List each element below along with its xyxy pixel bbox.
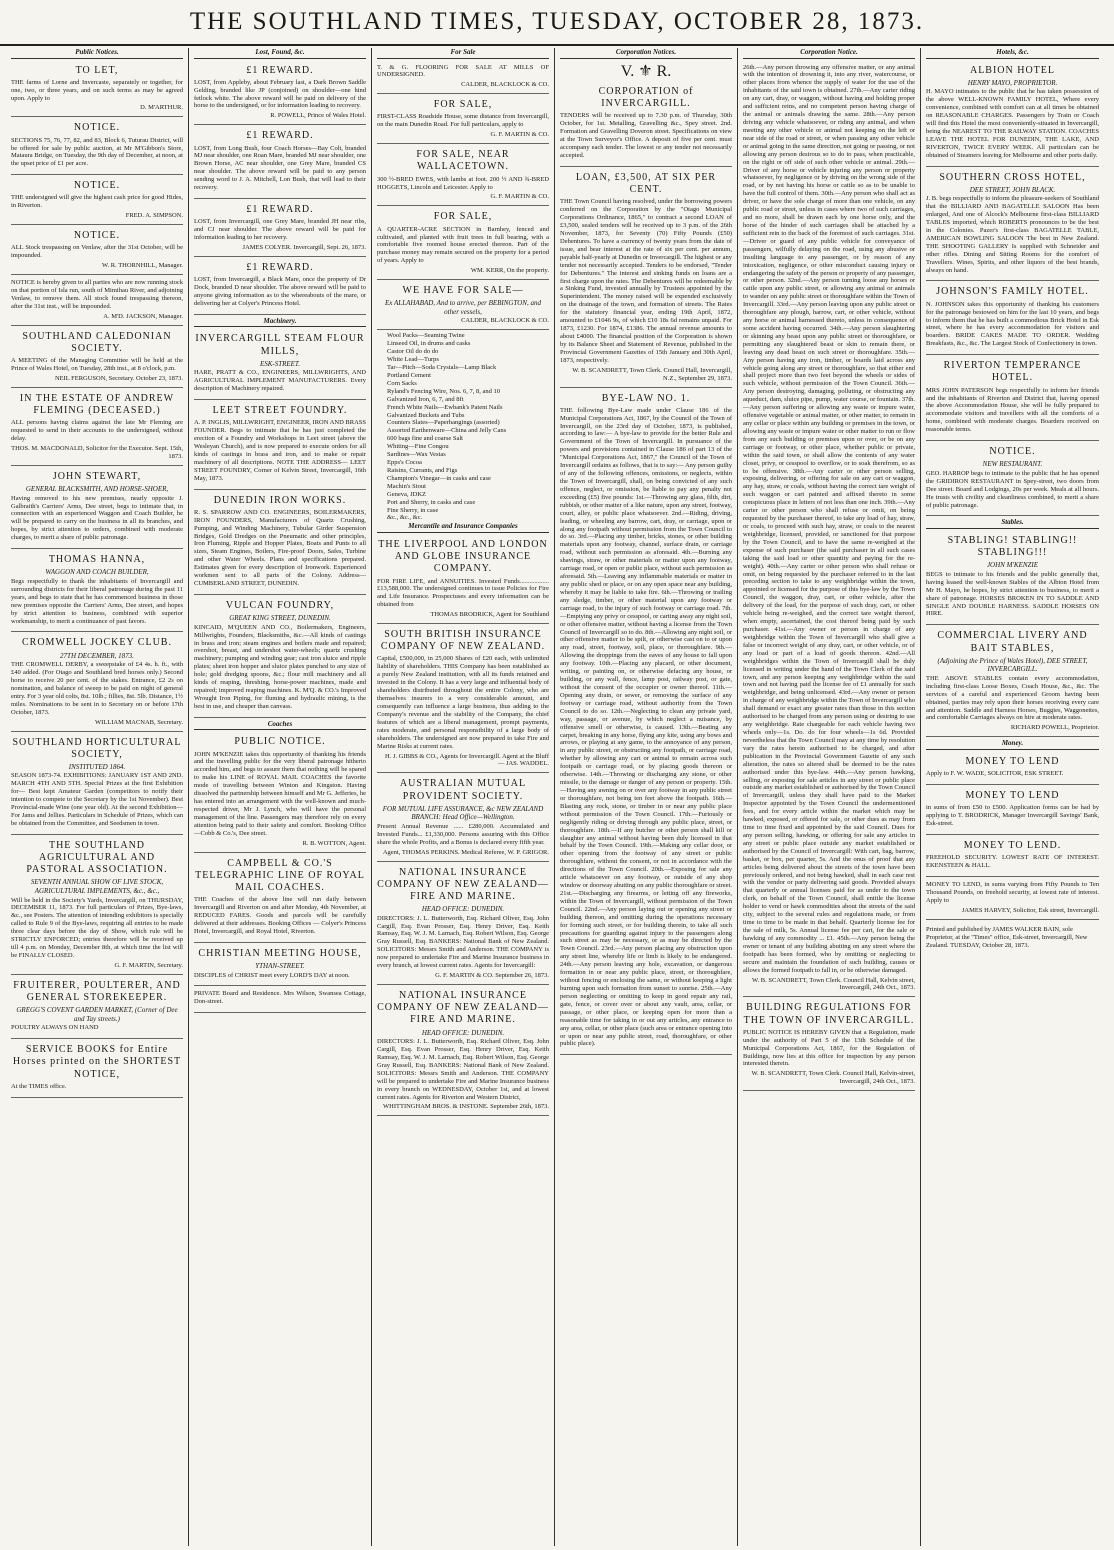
advertisement	[194, 733, 366, 852]
ad-signature: D. M'ARTHUR.	[140, 104, 183, 112]
column-hotels	[921, 48, 1104, 1546]
column-public-notices	[6, 48, 189, 1546]
ad-title: NOTICE.	[73, 122, 121, 134]
column-lost-found	[189, 48, 372, 1546]
ad-body: NOTICE is hereby given to all parties who are now running stock on that portion of Isla run, south of Mimihau River, and adjoining Venlaw, to remove them. All stock found trespassing thereon, after the 31st inst., will be impounded.	[11, 279, 183, 310]
ad-title: WE HAVE FOR SALE—	[402, 285, 524, 297]
ad-body: THE Town Council having resolved, under the borrowing powers conferred on the Corporation by the "Otago Municipal Corporations Ordinance, 1865," to contract a second LOAN of £3,500, sealed tenders will be received up to 3 p.m. of the 26th November, 1873, for Seventy (70) Fifty Pounds (£50) Debentures. To have a currency of twenty years from the date of issue, and bear interest at the rate of six per cent. per annum, payable half-yearly at Dunedin or Invercargill. The highest or any tender not necessarily accepted. Tenders to be endorsed, "Tender for Debentures." The interest and sinking funds on loans are a first charge upon the rates. The Debentures will be redeemable by a Sinking Fund, invested annually by Trustees appointed by the Superintendent. The money raised will be expended exclusively on the drainage of the town, and formation of streets. The Rates for the statutory financial year, ending 19th April, 1872, amounted to £1046 9s, of which £10 18s 6d remains unpaid. For 1873, £1230. For 1874, £1386. The annual revenue amounts to about £4000. The financial position of the Corporation is shown by its Balance Sheet and Statement of Revenue, published in the Provincial Government Gazettes of 15th January and 30th April, 1873, respectively.	[560, 198, 732, 364]
ad-body: THE Coaches of the above line will run daily between Invercargill and Riverton on and after Monday, 4th November, at REDUCED FARES. Goods and parcels will be carefully delivered at their addresses. Booking Offices — Colyer's Princess Hotel, Invercargill, and Royal Hotel, Riverton.	[194, 896, 366, 935]
ad-subtitle: YTHAN-STREET.	[255, 961, 305, 970]
advertisement	[377, 208, 549, 280]
ad-subtitle: Ex ALLAHABAD, And to arrive, per BEBINGTON, and other vessels,	[385, 299, 541, 316]
advertisement	[377, 775, 549, 861]
advertisement	[11, 119, 183, 175]
ad-signature: W. B. SCANDRETT, Town Clerk. Council Hall, Invercargill, N.Z., September 29, 1873.	[572, 366, 732, 382]
ad-body: Having removed to his new premises, nearly opposite J. Galbraith's Carriers' Arms, Dee street, begs to intimate that, in connection with an experienced Waggon and Coach Builder, he will be prepared to carry on the business in all its branches, and hopes, by strict attention to orders, combined with moderate charges, to merit a share of public patronage.	[11, 494, 183, 542]
column-heading: Corporation Notice.	[743, 48, 915, 59]
ad-title: INVERCARGILL STEAM FLOUR MILLS,	[195, 333, 365, 357]
ad-body: A QUARTER-ACRE SECTION in Barnhey, fenced and cultivated, and planted with fruit trees in full bearing, with a comfortable five roomed house erected thereon. Part of the purchase money may remain secured on the property for a period of years. Apply to	[377, 225, 549, 265]
advertisement	[194, 127, 366, 199]
ad-body: JOHN M'KENZIE takes this opportunity of thanking his friends and the travelling public for the very liberal patronage hitherto accorded him, and begs to assure them that nothing will be spared to make his LINE of ROYAL MAIL COACHES the favorite mode of travelling between Winton and Kingston. Having dissolved the partnership between himself and Mr G. Jefferies, he has entered into an arrangement with the well-known and much-respected driver, Mr J. Lynch, who will have the personal management of the line. Passengers may therefore rely on every attention being paid to their safety and comfort. Booking Office—Cobb & Co.'s, Dee street.	[194, 750, 366, 837]
ad-body: MONEY TO LEND, in sums varying from Fifty Pounds to Ten Thousand Pounds, on freehold security, at lowest rate of interest. Apply to	[926, 880, 1099, 904]
column-corporation-notice	[738, 48, 921, 1546]
advertisement	[926, 787, 1099, 835]
ad-subtitle: SEVENTH ANNUAL SHOW OF LIVE STOCK, AGRICULTURAL IMPLEMENTS, &c., &c.,	[30, 878, 164, 895]
section-heading: Coaches	[194, 720, 366, 731]
ad-body: FREEHOLD SECURITY. LOWEST RATE OF INTEREST. EKENSTEEN & HALL.	[926, 854, 1099, 869]
royal-arms-emblem: V. ⚜ R.	[620, 62, 672, 80]
ad-signature: THOS. M. MACDONALD, Solicitor for the Executor. Sept. 15th, 1873.	[11, 445, 183, 460]
ad-subtitle: NEW RESTAURANT.	[982, 460, 1043, 469]
advertisement	[926, 443, 1099, 516]
advertisement	[926, 62, 1099, 167]
ad-title: JOHNSON'S FAMILY HOTEL.	[936, 286, 1089, 298]
goods-item: Assorted Earthenware—China and Jelly Cans	[387, 427, 507, 435]
advertisement	[194, 201, 366, 257]
ad-title: CHRISTIAN MEETING HOUSE,	[198, 947, 362, 959]
ad-body: H. MAYO intimates to the public that he has taken possession of the above WELL-KNOWN FAMILY HOTEL, Where every convenience, combined with comfort can at all times be obtained on REASONABLE CHARGES. Passengers by Train or Coach will find this Hotel the most conveniently-situated in Invercargill, being the NEAREST TO THE RAILWAY STATION. COACHES LEAVE THE HOTEL FOR DUNEDIN, THE LAKE, AND RIVERTON, TWICE EVERY WEEK. All particulars can be obtained of Steamers leaving for Melbourne and other ports daily.	[926, 88, 1099, 159]
goods-item: Counters Slates—Paperhangings (assorted)	[387, 419, 500, 427]
ad-subtitle: DEE STREET, JOHN BLACK.	[969, 185, 1056, 194]
ad-title: MONEY TO LEND	[965, 755, 1060, 767]
ad-title: IN THE ESTATE OF ANDREW FLEMING (DECEASED.)	[19, 392, 175, 417]
advertisement	[560, 169, 732, 388]
ad-body: HARE, PRATT & CO., ENGINEERS, MILLWRIGHTS, AND AGRICULTURAL IMPLEMENT MANUFACTURERS. Every description of Machinery repaired.	[194, 369, 366, 393]
ad-body: At the TIMES office.	[11, 1082, 67, 1090]
ad-title: £1 REWARD.	[246, 204, 314, 216]
advertisement	[926, 283, 1099, 355]
advertisement	[377, 864, 549, 985]
ad-title: FOR SALE,	[433, 99, 493, 111]
ad-signature: FRED. A. SIMPSON.	[125, 212, 183, 220]
ad-signature: W. R. THORNHILL, Manager.	[101, 262, 183, 270]
ad-title: NOTICE.	[73, 180, 121, 192]
advertisement	[194, 988, 366, 1013]
ad-title: NATIONAL INSURANCE COMPANY OF NEW ZEALAND—FIRE AND MARINE.	[377, 866, 549, 902]
ad-signature: Agent, THOMAS PERKINS. Medical Referee, W. P. GRIGOR.	[382, 848, 549, 856]
ad-title: CAMPBELL & CO.'S TELEGRAPHIC LINE OF ROYAL MAIL COACHES.	[195, 857, 365, 893]
ad-title: NOTICE.	[989, 446, 1036, 458]
ad-title: FRUITERER, POULTERER, AND GENERAL STOREKEEPER.	[13, 979, 181, 1003]
ad-body: Will be held in the Society's Yards, Invercargill, on THURSDAY, DECEMBER 11, 1873. For full particulars of Prizes, Bye-laws, &c., see Posters. The attention of intending exhibitors is specially called to Rule 9 of the Bye-laws, requiring all entries to be made three clear days before the day of Show, which rule will be STRICTLY ENFORCED; entries therefore will be received up till 4 p.m. on Monday, December 8th, at which time the list will be FINALLY CLOSED.	[11, 896, 183, 959]
ad-body: THE farms of Lorne and Invercaste, separately or together, for one, two, or three years, and on such terms as may be agreed upon. Apply to	[11, 78, 183, 102]
advertisement	[11, 1041, 183, 1097]
ad-body: DIRECTORS: J. L. Butterworth, Esq. Richard Oliver, Esq. John Cargill, Esq. Evan Prosser, Esq. Henry Driver, Esq. Keith Ramsay, Esq. W. J. M. Larnach, Esq. Robert Wilson, Esq. George Gray Russell, Esq. BANKERS: National Bank of New Zealand. SOLICITORS: Messrs Smith and Anderson. THE COMPANY is now prepared to undertake Fire and Marine Insurance business in every branch, at lowest current rates. Agents for Invercargill:	[377, 914, 549, 970]
ad-body: 300 ½-BRED EWES, with lambs at foot. 200 ½ AND ¾-BRED HOGGETS, Lincoln and Leicester. Apply to	[377, 175, 549, 191]
ad-title: FOR SALE, NEAR WALLACETOWN.	[416, 149, 510, 173]
ad-body: J. B. begs respectfully to inform the pleasure-seekers of Southland that the BILLIARD AND BAGATELLE SALOON Has been enlarged, And one of Alcock's Melbourne first-class BILLIARD TABLES imported, which ROBERTS pronounces to be the best in the Colonies. Pazer's first-class BAGATELLE TABLE, AMERICAN BOWLING SALOON The best in New Zealand. THE SHOOTING GALLERY Is supplied with Schneider and other rifles. Dining and Sitting Rooms for the comfort of Travellers. Wines, Spirits, and other liquors of the best brands, always on hand.	[926, 195, 1099, 274]
advertisement	[11, 177, 183, 225]
ad-body: LOST, from Invercargill, a Black Mare, once the property of Dr Dock, branded D near shoulder. The above reward will be paid to anyone giving information as to the whereabouts of the mare, or delivering her at Colyer's Princess Hotel.	[194, 276, 366, 307]
ad-subtitle: INSTITUTED 1864.	[68, 762, 126, 771]
imprint: Printed and published by JAMES WALKER BAIN, sole Proprietor, at the "Times" office, Esk-street, Invercargill, New Zealand. TUESDAY, October 28, 1873.	[926, 926, 1088, 949]
ad-subtitle: JOHN M'KENZIE	[986, 561, 1039, 570]
advertisement	[194, 259, 366, 315]
ad-title: DUNEDIN IRON WORKS.	[213, 494, 347, 506]
ad-signature: H. J. GIBBS & CO., Agents for Invercargill. Agent at the Bluff — JAS. WADDEL.	[384, 752, 549, 768]
advertisement	[377, 536, 549, 624]
advertisement	[926, 879, 1099, 920]
ad-title: PUBLIC NOTICE.	[234, 736, 326, 748]
goods-item: 600 bags fine and coarse Salt	[387, 435, 463, 443]
advertisement	[926, 627, 1099, 737]
ad-title: SOUTHERN CROSS HOTEL,	[939, 171, 1086, 183]
ad-subtitle: GENERAL BLACKSMITH, AND HORSE-SHOER,	[25, 485, 169, 494]
goods-item: Ryland's Fencing Wire, Nos. 6, 7, 8, and 10	[387, 387, 501, 395]
ad-signature: NEIL FERGUSON, Secretary. October 23, 1873.	[54, 375, 183, 383]
ad-title: SOUTHLAND HORTICULTURAL SOCIETY,	[12, 736, 182, 760]
goods-item: Corn Sacks	[387, 379, 417, 387]
ad-body: N. JOHNSON takes this opportunity of thanking his customers for the patronage bestowed on him for the last 10 years, and begs to inform them that he has built a commodious Brick Hotel in Esk street, where he has every accommodation for visitors and boarders. BRIDE CAKES MADE TO ORDER. Wedding Breakfasts, &c., &c. The Largest Stock of Confectionery in town.	[926, 300, 1099, 348]
ad-title: BYE-LAW NO. 1.	[601, 392, 691, 404]
ad-subtitle: GREAT KING STREET, DUNEDIN.	[229, 614, 331, 623]
ad-title: ALBION HOTEL	[969, 64, 1056, 76]
ad-signature: THOMAS BRODRICK, Agent for Southland	[430, 611, 549, 619]
ad-title: RIVERTON TEMPERANCE HOTEL.	[943, 360, 1082, 384]
ad-signature: WILLIAM MACNAB, Secretary.	[94, 718, 183, 726]
ad-title: VULCAN FOUNDRY,	[225, 599, 335, 611]
ad-body: BEGS to intimate to his friends and the public generally that, having leased the well-known Stables of the Albion Hotel from Mr H. Mayo, he hopes, by strict attention to business, to merit a share of patronage. HORSES BROKEN IN TO SADDLE AND SINGLE AND DOUBLE HARNESS. SADDLE HORSES ON HIRE.	[926, 570, 1099, 618]
goods-item: Fine Sherry, in case	[387, 506, 439, 514]
ad-body: GEO. HARROP begs to intimate to the public that he has opened the GRIDIRON RESTAURANT in Spey-street, two doors from Dee street. Board and Lodgings, 20s per week. Meals at all hours. He trusts with civility and cleanliness combined, to merit a share of public patronage.	[926, 469, 1099, 509]
goods-item: Whiting—Fine Congou	[387, 443, 449, 451]
section-heading: Stables.	[926, 518, 1099, 529]
ad-signature: G. F. MARTIN & CO. September 26, 1873.	[435, 972, 549, 980]
ad-body: SECTIONS 75, 76, 77, 82, and 83, Block 6, Tuturau District, will be offered for sale by public auction, at Mr M'Gibbon's Store, Mataura Bridge, on Tuesday, the 9th day of December, at noon, at the upset price of £1 per acre.	[11, 136, 183, 168]
ad-signature: WM. KERR, On the property.	[470, 267, 549, 275]
page-columns	[6, 48, 1108, 1546]
goods-item: Castor Oil do do do	[387, 348, 439, 356]
goods-item: Sardines—Wax Vestas	[387, 451, 446, 459]
ad-title: MONEY TO LEND.	[963, 839, 1062, 851]
ad-body: POULTRY ALWAYS ON HAND	[11, 1024, 99, 1032]
advertisement	[194, 945, 366, 987]
ad-body: MRS JOHN PATERSON begs respectfully to inform her friends and the inhabitants of Riverton and District that, having opened the above Accommodation House, she will be fully prepared to accommodate visitors and travellers with all the comforts of a home, combined with moderate charges. Boarders received on reasonable terms.	[926, 386, 1099, 434]
goods-item: Epps's Cocoa	[387, 459, 422, 467]
advertisement	[194, 597, 366, 718]
ad-title: BUILDING REGULATIONS FOR THE TOWN OF INVERCARGILL.	[743, 1002, 915, 1026]
advertisement	[377, 987, 549, 1116]
ad-body: THE CROMWELL DERBY, a sweepstake of £4 4s. h. ft., with £40 added. (For Otago and Southland bred horses only.) Second horse to receive 20 per cent. of the stakes. Entrance, £2 2s on nomination, and balance of sweep to be paid on night of general entry. For 3 year old colts, 8st. 10lb.; fillies, 8st. 5lb. Distance, 1½ miles. Nominations to be sent in to Secretary on or before 17th October, 1873.	[11, 661, 183, 716]
advertisement	[560, 390, 732, 1056]
ad-body: Capital, £500,000, in 25,000 Shares of £20 each, with unlimited liability of shareholders. THIS Company has been established as a purely New Zealand institution, with all its funds retained and invested in the Colony. It has a very large and influential body of shareholders distributed throughout the entire Colony, who are themselves insurers to a very considerable amount, and consequently can influence a large business, thus adding to the Company's revenue and the stability of the Company, the chief features of which are a liberal management, prompt payments, rates moderate, and personal responsibility of a large body of shareholders. The undersigned are now prepared to take Fire and Marine Risks at current rates.	[377, 655, 549, 750]
goods-item: Tar—Pitch—Soda Crystals—Lamp Black	[387, 363, 497, 371]
advertisement	[377, 626, 549, 773]
goods-item: Galvanized Buckets and Tubs	[387, 411, 465, 419]
column-heading: Public Notices.	[11, 48, 183, 59]
ad-subtitle: (Adjoining the Prince of Wales Hotel), DEE STREET, INVERCARGILL.	[937, 656, 1088, 674]
advertisement	[743, 999, 915, 1091]
goods-item: Linseed Oil, in drums and casks	[387, 340, 471, 348]
ad-title: FOR SALE,	[433, 211, 493, 223]
ad-body: Begs respectfully to thank the inhabitants of Invercargill and surrounding districts for their liberal patronage during the past 11 years, and begs to state that he has commenced business in those new premises opposite the Carriers' Arms, Dee street, and hopes by strict attention to business, combined with superior workmanship, to merit a continuance of past favors.	[11, 577, 183, 625]
ad-body: LOST, from Appleby, about February last, a Dark Brown Saddle Gelding, branded like JP (conjoined) on shoulder—one hind fetlock white. The above reward will be paid on delivery of the horse to the undersigned, or for information leading to recovery.	[194, 78, 366, 110]
ad-title: SOUTHLAND CALEDONIAN SOCIETY.	[22, 330, 172, 354]
goods-item: White Lead—Turps	[387, 356, 439, 364]
ad-title: CORPORATION of INVERCARGILL.	[598, 86, 694, 110]
ad-title: STABLING! STABLING!! STABLING!!!	[947, 534, 1078, 559]
ad-title: TO LET,	[75, 64, 119, 76]
ad-signature: W. B. SCANDRETT, Town Clerk. Council Hall, Kelvin-street, Invercargill, 24th Oct., 1873.	[751, 1070, 915, 1086]
ad-subtitle: GREGG'S COVENT GARDEN MARKET, (Corner of Dee and Tay streets.)	[16, 1006, 178, 1023]
masthead	[0, 0, 1114, 46]
ad-signature: JAMES HARVEY, Solicitor, Esk street, Invercargill.	[961, 906, 1099, 914]
ad-body: Apply to F. W. WADE, SOLICITOR, ESK STREET.	[926, 770, 1064, 778]
ad-body: THE ABOVE STABLES contain every accommodation, including first-class Loose Boxes, Coach House, &c., &c. The services of a careful and experienced Groom having been obtained, parties may rely upon their horses receiving every care and attention. Saddle and Harness Horses, Buggies, Waggonettes, and comfortable Carriages always on hire at moderate rates.	[926, 674, 1099, 722]
section-heading: Money.	[926, 739, 1099, 750]
advertisement	[194, 492, 366, 595]
ad-body: ALL persons having claims against the late Mr Fleming are requested to send in their accounts to the undersigned, without delay.	[11, 419, 183, 443]
advertisement	[377, 96, 549, 144]
ad-body: KINCAID, M'QUEEN AND CO., Boilermakers, Engineers, Millwrights, Founders, Blacksmiths, &c.—All kinds of castings in brass and iron; steam engines and boilers made and repaired; overshot, breast, and undershot water-wheels; quartz crushing machinery; pumping and winding gear; cast iron sluice and ripple plates; sheet iron hopper and sluice plates punched to any size of hole; gold dredging spoons, &c.; flour mill machinery and all kinds of reaping, threshing, horse-power machines, made and repaired; improved reaping machines. K. M'Q. & CO.'s Improved Wrought Iron Piping, for fluming and hydraulic mining, is the best in use, and cheaper than canvass.	[194, 623, 366, 710]
goods-item: Machin's Stout	[387, 482, 426, 490]
ad-body: THE following Bye-Law made under Clause 186 of the Municipal Corporations Act, 1867, by the Council of the Town of Invercargill, on the 23rd day of October, 1873, is published, according to law:— A bye-law to provide for the better Rule and Government of the Town of Invercargill. In pursuance of the powers and provisions contained in Clause 186 of part 13 of the "Municipal Corporations Act, 1867," the Council of the Town of Invercargill ordains as follows, that is to say:— Any person guilty of any of the following offences, omissions, or neglects, within the Town of Invercargill, shall, on being convicted of any such offence, neglect, or omission, be liable to pay any penalty not exceeding (£5) five pounds: 1st.—Throwing any glass, filth, dirt, rubbish, or other matter of a like nature, upon any street, footway, court, alley, or public place whatsoever. 2nd.—Riding, driving, leading, or wheeling any barrow, cart, dray, or carriage, upon or along any footpath without permission from the Town Council to do so. 3rd.—Placing any timber, bricks, stones, or other building materials upon any footway, channel, surface drain, or carriage road, without such permission as aforesaid. 4th.—Burning any shavings, straw, or other materials or matter upon any footway, carriage road, or open or public place, without such permission as aforesaid. 5th.—Leaving any inflammable materials or matter in any public shed or place, or on any open space near any building, whereby it may be liable to take fire. 6th.—Throwing or trailing any sledge, timber, or other material upon any footway or carriage road, to the injury of such footway or carriage road. 7th.—Emptying any privy or cesspool, or carting away any night soil, or other offensive matter, without having a license from the Town Council of Invercargill so to do. 8th.—Allowing any night soil, or other offensive matter to be spilt, or otherwise cast on to or upon any road, street, footway, soil, place, or thoroughfare. 9th.—Allowing the droppings from the eaves of any house to fall upon any footway. 10th.—Placing any placard, or other document, writing, or painting on, or otherwise defacing any house, or building, or any wall, fence, lamp post, railway post, or gate, without the consent of the occupier or owner thereof. 11th.—Opening any drain, or sewer, or removing the surface of any footway or carriage road, without authority from the Town Council to do so. 12th.—Neglecting to clean any private yard, way, passage, or avenue, by which neglect a nuisance, by offensive smell or otherwise, is caused. 13th.—Beating any carpet, breaking in any horse, flying any kite, using any bows and arrows, or playing at any game, to the annoyance of any person, in any public street, or obstructing any footpath, or carriage road, whether by allowing any cart or animal to remain across such footpath or carriage road, or by placing goods thereon or otherwise. 14th.—Throwing or discharging any stone, or other missile, to the damage or danger of any person or property. 15th.—Having any awning on or over any footway in any public street or thoroughfare, not being ten feet above the footpath. 16th.—Blasting any rock, stone, or timber in or near any public place without permission of the Town Council. 17th.—Furiously or negligently riding or driving through any public place, street, or thoroughfare. 18th.—If any butcher or other person shall kill or slaughter any animal without having been duly licensed in that behalf by the Town Council. 19th.—Making any cellar door, or other opening from the footway of any street or public thoroughfare, without the consent, or not in accordance with the directions of the Town Council. 20th.—Exposing for sale any article whatsoever on any footway, or outside of any shop window or doorway abutting on any public thoroughfare or street. 21st.—Discharging any firearms, or letting off any fireworks, within the Town of Invercargill, without permission of the Town Council. 22nd.—Any person laying out or opening any street or building thereon, and omitting during the operations necessary for forming such street, or for building therein, to take all such precautions for guarding against injury to the passengers along such street as may be necessary, or as may be directed by the Town Council. 23rd.—Any person placing any obstruction upon any street line, whereby life or limb is likely to be endangered. 24th.—Any person leaving any hole, excavation, or dangerous formation in or near any public place, street, or thoroughfare, without fencing or enclosing the same, or without keeping a light burning upon such formation from sunset to sunrise. 25th.—Any person neglecting or omitting to keep in good repair any rail, gate, fence, or cover over or about any vault, area, cellar, or passage, or other place, or keeping open for more than a reasonable time for taking in or out any articles, any entrance to any area, cellar, or other place (such area or entrance opening into or upon or near any public street, road, thoroughfare, or other public place).	[560, 406, 732, 1048]
ad-body: 26th.—Any person throwing any offensive matter, or any animal with the intention of drowning it, into any river, watercourse, or other places from whence the supply of water for the use of the inhabitants of the said town is obtained. 27th.—Any carter riding on any cart, dray, or waggon, without having and holding proper and sufficient reins, and no competent person having charge of the animal or animals drawing the same. 28th.—Any person driving any vehicle whatsoever, or riding any animal, and when meeting any other vehicle or animal not keeping on the left or near side of the road or street, or when passing any other vehicle or animal going in the same direction, not going or passing, or not allowing any person desirous so to do to pass, when practicable, on the right or off side of such other vehicle or animal. 29th.—Driver of any horse or vehicle injuring any person or property whatsoever, by negligence or by driving on the wrong side of the road, or by not having his horse or cattle so as to be unable to have the full control of them. 30th.—Any person who shall act as driver, or have the sole charge of more than one vehicle, on any public road or street, unless in cases where two of such carriages, and no more, shall be drawn each by one horse only, and the horse of the hinder of such carriages shall be attached by a sufficient rein to the back of the foremost of such carriages. 31st.—Driver or guard of any public vehicle for conveyance of passengers, wilfully delaying on the road, using any abusive or insulting language to any passenger, or by reason of any intoxication, negligence, or other misconduct causing injury or endangering the safety of the person or property of any passenger, or other person. 32nd.—Any person turning loose any horses or cattle upon any public street, or allowing any animal or animals to wander on any public street or thoroughfare within the Town of Invercargill. 33rd.—Any person leaving upon any public street or thoroughfare any plough, harrow, cart, or other vehicle, without any horse or animal harnessed thereto, unless in consequence of some accident having occurred. 34th.—Any person slaughtering or skinning any beast upon any public street or thoroughfare, or permitting any slaughtered beast or skin to remain there, or leaving any dead beast on such street or thoroughfare. 35th.—Any person having any iron, timber, or boards laid across any vehicle going along any street or thoroughfare, so that either end shall project more than two feet beyond the wheels or sides of such vehicle, without permission of the Town Council. 36th.—Any person destroying, damaging, polluting, or obstructing any aqueduct, dam, sluice pipe, pump, water course, or fountain. 37th.—Any person suffering or allowing any waste or impure water, offensive vegetable or animal matter, or other matter, to remain in any cellar or place within any building or premises in the town, or allowing any waste or impure water or other matter to run or flow from any such building or premises upon or over, or be on any carriage or footway, or other place, whether public or private, within the said town, or shall allow the contents of any water closet, privy, or cesspool to overflow, or to soak therefrom, so as to be offensive. 38th.—Any carter or other person selling, exposing, delivering, or offering for sale on any cart or waggon, any hay, straw, or coals, without having the correct tare weight of such waggon or cart painted and affixed thereto in some conspicuous place in letters of not less than one inch. 39th.—Any carter or other person who shall refuse or omit, on being requested by the purchaser thereof, to take any load of hay, straw, or coals, to proceed with such hay, straw, or coals to the nearest weighbridge, licensed, provided, or sanctioned for that purpose by the Town Council, and to have the same re-weighed at the expense of such purchaser (the said purchaser in all such cases taking the said load or other quantity and paying for the re-weight). 40th.—Any carter or other person who shall refuse or omit, on being requested by the purchaser referred to in the last preceding section to take to any weighbridge within the town, appointed or licensed for the purpose of this bye-law by the Town Council, the waggon, dray, cart, or other vehicle, after the delivery of the load, for the purpose of such dray, cart, or other vehicle being re-weighed, and the correct tare weight thereof, when empty, ascertained, the cost thereof being paid by such purchaser. 41st.—Any owner or person in charge of any weighbridge within the Town of Invercargill who shall give a false or incorrect weight of any dray, cart, or other vehicle, or of any load or part of a load of goods thereon. 42nd.—All weighbridges within the Town of Invercargill shall be duly licensed in writing under the hand of the Town Clerk of the said town, and any person keeping any weighbridge within the said town and not having paid the license fee of £1 annually for such weighbridge, and being unlicensed. 43rd.—Any owner or person in charge of any weighbridge within the Town of Invercargill who shall demand or exact any greater rates than those in this section authorised to be charged from any person using or desiring to use any weighbridge. Rate chargeable for each vehicle having two wheels only—1s. Do. do for four wheels—1s 6d. Provided nevertheless that the Town Council may at any time by resolution vary the rates herein authorised to be charged, and after publication in the Provincial Government Gazette of any such alteration, the rates so altered shall be deemed to be the rates authorised under this bye-law. 44th.—Any person hawking, selling, or exposing for sale articles in any street or public place outside any market established or authorised by the Town Council of Invercargill, unless they shall have paid to the Market Inspector appointed by the Town Council the undermentioned fees, and for every article within the market which may be hawked, exposed, or offered for sale, or other dues as may from time to time fixed and appointed by the said Council. Dues for any person selling, hawking, or offering for sale any articles in any street or public place outside any market established or authorised by the Council of Invercargill: With cart, bag, barrow, basket, or box, per quarter, 5s. And the onus of proof that any articles being delivered about the streets of the town have been previously ordered, and not being hawked, shall in each case rest with the vendor or party delivering said goods. Provided always that quarterly or annual licenses paid for as under to the town clerk, on behalf of the Town Council, shall entitle the license holder to vend or hawk commodities about the streets of the said city, subject to the several rules and regulations made, or from time to time to be made in that behalf. Quarterly license fee for the sale of milk, 5s. Annual license fee per cart, for the sale or hawking of any commodity ... £1. 45th.—Any person being the owner or tenant of any building abutting on any street where the footpath has been formed, who by omitting or neglecting to secure and maintain the foundation of such building, causes or allows the formed footpath to fall in, or be otherwise damaged.	[743, 63, 915, 974]
goods-list	[377, 332, 549, 522]
advertisement	[194, 402, 366, 490]
ad-body: PRIVATE Board and Residence. Mrs Wilson, Swansea Cottage, Don-street.	[194, 990, 366, 1006]
ad-subtitle: HEAD OFFICE: DUNEDIN.	[421, 1028, 505, 1037]
ad-title: £1 REWARD.	[246, 64, 314, 76]
ad-signature: A. M'D. JACKSON, Manager.	[103, 312, 183, 320]
advertisement	[11, 468, 183, 549]
advertisement	[11, 734, 183, 835]
advertisement	[11, 277, 183, 326]
advertisement	[560, 83, 732, 167]
advertisement	[926, 169, 1099, 282]
column-for-sale	[372, 48, 555, 1546]
goods-item: Galvanized Iron, 6, 7, and 8ft	[387, 395, 464, 403]
goods-item: Raisins, Currants, and Figs	[387, 466, 458, 474]
ad-subtitle: ESK-STREET.	[259, 359, 301, 368]
ad-title: LOAN, £3,500, AT SIX PER CENT.	[575, 171, 717, 196]
column-corporation-notices	[555, 48, 738, 1546]
ad-title: JOHN STEWART,	[52, 470, 142, 482]
ad-title: THOMAS HANNA,	[48, 554, 146, 566]
advertisement	[194, 855, 366, 943]
advertisement	[11, 634, 183, 731]
column-heading: Hotels, &c.	[926, 48, 1099, 59]
advertisement	[926, 532, 1099, 625]
ad-signature: G. F. MARTIN & CO.	[490, 193, 549, 201]
ad-title: CROMWELL JOCKEY CLUB.	[22, 637, 172, 649]
ad-signature: WHITTINGHAM BROS. & INSTONE. September 26th, 1873.	[383, 1103, 549, 1111]
goods-item: Geneva, JDKZ	[387, 490, 426, 498]
ad-signature: G. F. MARTIN, Secretary.	[114, 961, 183, 969]
ad-body: ALL Stock trespassing on Venlaw, after the 31st October, will be impounded.	[11, 244, 183, 260]
ad-subtitle: FOR MUTUAL LIFE ASSURANCE, &c NEW ZEALAND BRANCH: Head Office—Wellington.	[382, 804, 544, 822]
advertisement	[926, 837, 1099, 877]
ad-title: NOTICE.	[73, 230, 121, 242]
ad-title: AUSTRALIAN MUTUAL PROVIDENT SOCIETY.	[399, 778, 527, 802]
ad-body: Present Annual Revenue ...... £280,000. Accumulated and Invested Funds... £1,330,000. Persons assuring with this Office share the whole Profits, and a Bonus is declared every fifth year.	[377, 822, 549, 846]
advertisement	[194, 62, 366, 126]
advertisement	[377, 282, 549, 330]
advertisement	[926, 753, 1099, 785]
newspaper-title: THE SOUTHLAND TIMES, TUESDAY, OCTOBER 28, 1873.	[189, 8, 925, 35]
advertisement	[377, 146, 549, 206]
ad-signature: RICHARD POWELL, Proprietor.	[1010, 724, 1099, 732]
goods-item: Portland Cement	[387, 371, 431, 379]
ad-signature: W. B. SCANDRETT, Town Clerk. Council Hall, Kelvin street, Invercargill, 24th Oct., 1873.	[752, 976, 915, 992]
ad-title: SERVICE BOOKS for Entire Horses printed on the SHORTEST NOTICE,	[12, 1044, 182, 1080]
goods-item: French White Nails—Ewbank's Patent Nails	[387, 403, 503, 411]
ad-body: T. & G. FLOORING FOR SALE AT MILLS OF UNDERSIGNED.	[377, 63, 549, 79]
column-heading: Corporation Notices.	[560, 48, 732, 59]
advertisement	[377, 62, 549, 95]
ad-title: COMMERCIAL LIVERY AND BAIT STABLES,	[937, 630, 1088, 654]
section-heading: Mercantile and Insurance Companies	[377, 522, 549, 533]
ad-title: THE LIVERPOOL AND LONDON AND GLOBE INSURANCE COMPANY.	[378, 538, 548, 575]
column-heading: For Sale	[377, 48, 549, 59]
ad-subtitle: HENRY MAYO, PROPRIETOR.	[967, 78, 1058, 87]
ad-body: THE undersigned will give the highest cash price for good Hides, in Riverton.	[11, 194, 183, 210]
ad-body: FIRST-CLASS Roadside House, some distance from Invercargill, on the main Dunedin Road. For full particulars, apply to	[377, 113, 549, 129]
ad-subtitle: WAGGON AND COACH BUILDER,	[45, 568, 149, 577]
advertisement	[11, 977, 183, 1039]
ad-body: A. P. INGLIS, MILLWRIGHT, ENGINEER, IRON AND BRASS FOUNDER. Begs to intimate that he has just completed the erection of a Foundry and Workshops in Leet street (above the Wesleyan Church), and is now prepared to execute orders for all kinds of castings in brass and iron, and to make or repair machinery of all descriptions. NOTE THE ADDRESS— LEET STREET FOUNDRY, Corner of Kelvin Street, Invercargill, 16th May, 1873.	[194, 419, 367, 482]
advertisement	[743, 62, 915, 998]
ad-body: TENDERS will be received up to 7.30 p.m. of Thursday, 30th October, for 1st. Metalling, Gravelling &c., Spey street. 2nd. Formation and Gravelling Doveron street. Specifications on view at the Town Surveyor's Office. A deposit of five per cent. must accompany each tender. The lowest or any tender not necessarily accepted.	[560, 112, 732, 160]
advertisement	[11, 837, 183, 975]
ad-body: LOST, from Invercargill, one Grey Mare, branded JH near ribs, and CJ near shoulder. The above reward will be paid for information leading to her recovery.	[194, 218, 366, 242]
advertisement	[11, 62, 183, 118]
ad-title: £1 REWARD.	[246, 130, 314, 142]
ad-title: NATIONAL INSURANCE COMPANY OF NEW ZEALAND—FIRE AND MARINE.	[377, 989, 549, 1026]
advertisement	[194, 330, 366, 400]
section-heading: Machinery.	[194, 317, 366, 328]
ad-signature: CALDER, BLACKLOCK & CO.	[461, 317, 549, 325]
ad-title: THE SOUTHLAND AGRICULTURAL AND PASTORAL ASSOCIATION.	[26, 839, 168, 876]
ad-body: SEASON 1873-74. EXHIBITIONS: JANUARY 1ST AND 2ND. MARCH 4TH AND 5TH. Special Prizes at the first Exhibition for— Best kept Amateur Garden (competitors to notify their intention to compete to the Secretary by the 1st November). Best Provincial-made Wine (one year old). At the second Exhibition— For Jams and Jellies. Particulars in Schedule of Prizes, which can be obtained from the Committee, and Seedsmen in town.	[11, 772, 183, 827]
ad-title: SOUTH BRITISH INSURANCE COMPANY OF NEW ZEALAND.	[380, 629, 546, 653]
ad-body: in sums of from £50 to £500. Application forms can be had by applying to T. BRODRICK, Manager Invercargill Savings' Bank, Esk-street.	[926, 804, 1099, 827]
goods-item: Port and Sherry, in casks and case	[387, 498, 476, 506]
advertisement	[926, 357, 1099, 441]
goods-item: &c., &c., &c.	[387, 514, 423, 522]
advertisement	[11, 227, 183, 275]
ad-body: LOST, from Long Bush, four Coach Horses—Bay Colt, branded MJ near shoulder, one Roan Mare, branded MJ near shoulder, one Brown Horse, AC near shoulder, one Grey Mare, branded CS near shoulder. The above reward will be paid to any person sending word to J. A. Mitchell, Lon Bush, that will lead to their recovery.	[194, 144, 366, 192]
ad-body: PUBLIC NOTICE IS HEREBY GIVEN that a Regulation, made under the authority of Part 5 of the 13th Schedule of the Municipal Corporations Act, 1867, for the Regulation of Buildings, now lies at this office for inspection by any person interested therein.	[743, 1028, 915, 1068]
goods-item: Champion's Vinegar—in casks and case	[387, 474, 491, 482]
ad-title: £1 REWARD.	[246, 261, 314, 273]
ad-subtitle: HEAD OFFICE: DUNEDIN.	[421, 905, 505, 914]
column-heading: Lost, Found, &c.	[194, 48, 366, 59]
advertisement	[11, 390, 183, 466]
ad-body: DIRECTORS: J. L. Butterworth, Esq. Richard Oliver, Esq. John Cargill, Esq. Evan Prosser, Esq. Henry Driver, Esq. Keith Ramsay, Esq. W. J. M. Larnach, Esq. Robert Wilson, Esq. George Gray Russell, Esq. BANKERS: National Bank of New Zealand. SOLICITORS: Messrs Smith and Anderson. THE COMPANY will be prepared to undertake Fire and Marine Insurance business in every branch on WEDNESDAY, October 1st, and at lowest current rates. Agents for Riverton and Western District,	[377, 1038, 549, 1101]
ad-body: A MEETING of the Managing Committee will be held at the Prince of Wales Hotel, on Tuesday, 28th inst., at 8 o'clock, p.m.	[11, 357, 183, 373]
ad-signature: R. POWELL, Prince of Wales Hotel.	[270, 112, 366, 120]
ad-signature: CALDER, BLACKLOCK & CO.	[461, 81, 549, 89]
ad-signature: R. B. WOTTON, Agent.	[302, 839, 366, 847]
advertisement	[11, 551, 183, 632]
ad-title: LEET STREET FOUNDRY.	[212, 405, 348, 416]
goods-item: Wool Packs—Seaming Twine	[387, 332, 465, 340]
ad-body: R. S. SPARROW AND CO. ENGINEERS, BOILERMAKERS, IRON FOUNDERS, Manufacturers of Quartz Crushing, Pumping, and Winding Machinery, Tubular Girder Suspension Bridges, Gold Dredges on the Pneumatic and other principles, Iron Fluming, Ripple and Hopper Plates, Boats and Punts to all sizes, Steam Engines, Boilers, Fire-proof Doors, Safes, Turbine and other Water Wheels. Plans and specifications prepared. Estimates given for every description of Ironwork. Experienced workmen sent to all parts of the Colony. Address— CUMBERLAND STREET, DUNEDIN.	[194, 508, 366, 588]
ad-signature: JAMES COLYER. Invercargill, Sept. 26, 1873.	[242, 244, 366, 251]
ad-body: FOR FIRE LIFE, and ANNUITIES. Invested Funds..................£13,588,000. The undersigned continues to issue Policies for Fire and Life Insurance. Prospectuses and every information can be obtained from	[377, 577, 549, 609]
ad-signature: G. F. MARTIN & CO.	[490, 131, 549, 139]
ad-subtitle: 27TH DECEMBER, 1873.	[60, 651, 134, 660]
advertisement	[11, 328, 183, 388]
ad-body: DISCIPLES of CHRIST meet every LORD'S DAY at noon.	[194, 971, 350, 979]
ad-title: MONEY TO LEND	[965, 789, 1060, 801]
